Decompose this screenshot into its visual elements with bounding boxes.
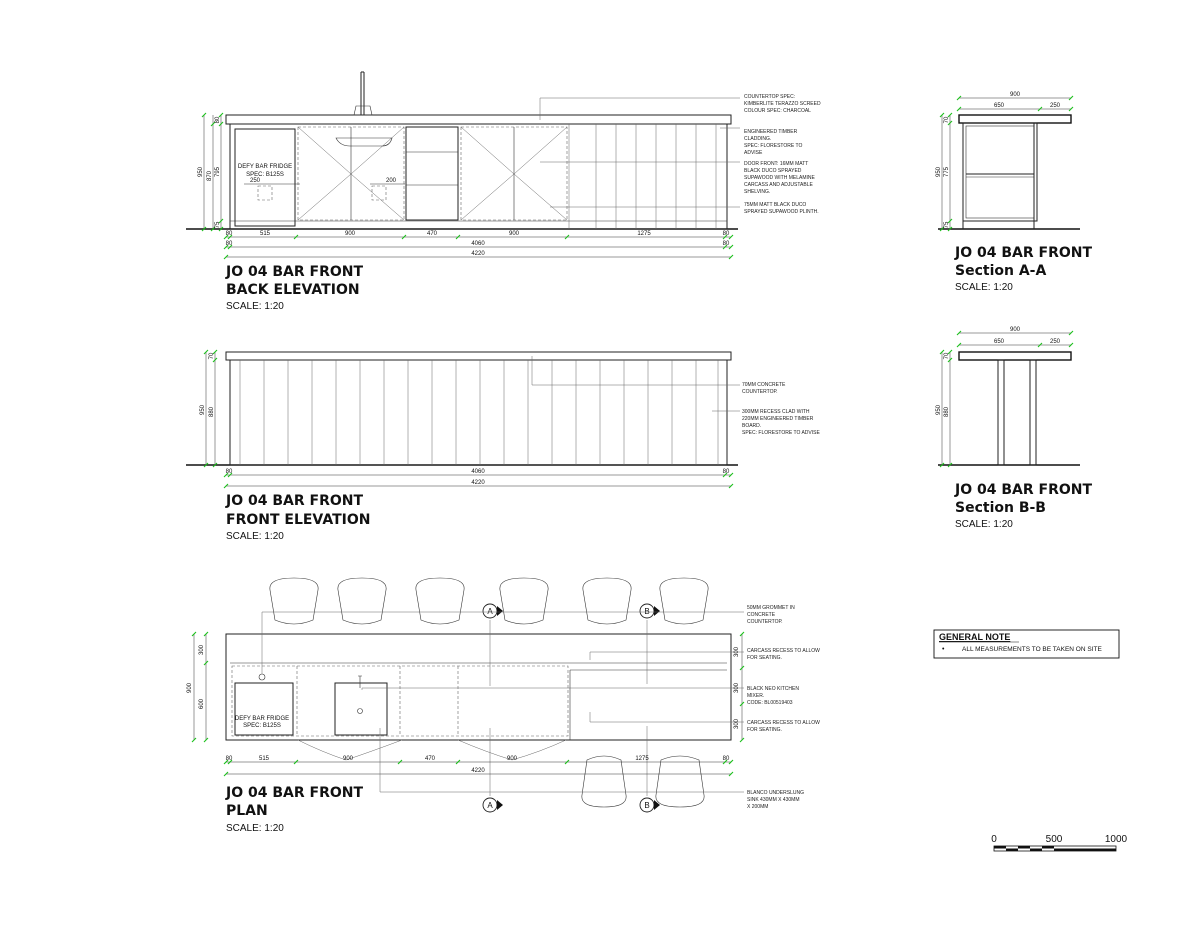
- dim-label: 250: [1049, 103, 1061, 109]
- dim-label: 900: [342, 756, 354, 762]
- dim-label: 4220: [471, 251, 485, 257]
- mixer-icon: [358, 676, 362, 688]
- grommet-icon: [259, 674, 265, 680]
- dim-label: 80: [225, 241, 233, 247]
- dim-label: 1275: [635, 756, 649, 762]
- dim-label: 650: [993, 339, 1005, 345]
- drawing-scale: SCALE: 1:20: [226, 301, 284, 312]
- chair-icon: [270, 578, 318, 624]
- section-a-a: [936, 92, 1092, 293]
- countertop: [226, 115, 731, 124]
- dim-250: 250: [250, 178, 261, 184]
- dim-label: 250: [1049, 339, 1061, 345]
- dim-label: 4060: [471, 241, 485, 247]
- dim-label: 75: [215, 221, 221, 229]
- note-carcass-recess-2: CARCASS RECESS TO ALLOW FOR SEATING.: [747, 720, 820, 733]
- dim-label: 870: [207, 170, 213, 182]
- dim-label: 80: [225, 756, 233, 762]
- dim-label: 900: [1009, 92, 1021, 98]
- dim-label: 775: [944, 166, 950, 178]
- drawing-title: JO 04 BAR FRONT: [226, 493, 364, 509]
- drawing-scale: SCALE: 1:20: [226, 531, 284, 542]
- countertop: [959, 352, 1071, 360]
- chair-icon: [416, 578, 464, 624]
- chair-icon: [500, 578, 548, 624]
- scale-bar: [991, 834, 1127, 851]
- chair-icon: [338, 578, 386, 624]
- dim-label: 80: [225, 469, 233, 475]
- dim-label: 600: [199, 698, 205, 710]
- dim-label: 80: [225, 231, 233, 237]
- note-recess-clad: 300MM RECESS CLAD WITH 220MM ENGINEERED TIMBER BOARD. SPEC: FLORESTORE TO ADVISE: [742, 409, 820, 436]
- dim-label: 4220: [471, 480, 485, 486]
- chair-icon: [582, 756, 626, 807]
- drawing-subtitle: BACK ELEVATION: [226, 282, 360, 298]
- fridge-spec: SPEC: B125S: [246, 172, 284, 178]
- dim-label: 300: [734, 682, 740, 694]
- note-mixer: BLACK NEO KITCHEN MIXER. CODE: BL00519403: [747, 686, 799, 706]
- dim-label: 515: [259, 231, 271, 237]
- back-elevation: [186, 72, 822, 312]
- note-plinth: 75MM MATT BLACK DUCO SPRAYED SUPAWOOD PLINTH.: [744, 202, 819, 215]
- general-note-text: ALL MEASUREMENTS TO BE TAKEN ON SITE: [962, 646, 1102, 653]
- front-elevation: [186, 350, 820, 542]
- general-note-box: [934, 630, 1119, 658]
- dim-label: 950: [936, 404, 942, 416]
- drawing-title: JO 04 BAR FRONT: [955, 482, 1093, 498]
- dim-label: 70: [944, 116, 950, 124]
- general-note-heading: GENERAL NOTE: [939, 632, 1011, 642]
- panel: [1030, 360, 1036, 465]
- general-note-bullet: •: [942, 646, 945, 653]
- drawing-subtitle: Section B-B: [955, 500, 1046, 516]
- tap-icon: [361, 72, 364, 115]
- drawing-title: JO 04 BAR FRONT: [226, 264, 364, 280]
- note-carcass-recess: CARCASS RECESS TO ALLOW FOR SEATING.: [747, 648, 820, 661]
- carcass: [963, 123, 1037, 221]
- dim-label: 900: [187, 682, 193, 694]
- chair-icon: [660, 578, 708, 624]
- panel: [998, 360, 1004, 465]
- note-countertop: COUNTERTOP SPEC: KIMBERLITE TERAZZO SCREED COLOUR SPEC: CHARCOAL: [744, 94, 821, 114]
- dim-label: 900: [506, 756, 518, 762]
- bar-body: [230, 360, 727, 465]
- dim-label: 515: [258, 756, 270, 762]
- section-marker-b-label: B: [644, 607, 650, 616]
- drawing-subtitle: FRONT ELEVATION: [226, 512, 371, 528]
- fridge-spec: SPEC: B125S: [243, 723, 281, 729]
- dim-label: 795: [215, 166, 221, 178]
- dim-label: 75: [944, 221, 950, 229]
- dim-label: 880: [944, 406, 950, 418]
- drawing-title: JO 04 BAR FRONT: [226, 785, 364, 801]
- note-concrete-countertop: 70MM CONCRETE COUNTERTOP.: [742, 382, 786, 395]
- bar-body: [230, 124, 727, 229]
- note-sink: BLANCO UNDERSLUNG SINK 430MM X 430MM X 200MM: [747, 790, 804, 810]
- dim-label: 900: [508, 231, 520, 237]
- plan-view: [187, 578, 821, 834]
- countertop: [226, 352, 731, 360]
- dim-label: 900: [344, 231, 356, 237]
- dim-label: 80: [722, 231, 730, 237]
- note-grommet: 50MM GROMMET IN CONCRETE COUNTERTOP.: [747, 605, 795, 625]
- scale-label: 500: [1045, 834, 1063, 845]
- dim-label: 950: [200, 404, 206, 416]
- note-cladding: ENGINEERED TIMBER CLADDING. SPEC: FLORESTORE TO ADVISE: [744, 129, 803, 156]
- dim-label: 880: [209, 406, 215, 418]
- section-marker-a-label: A: [487, 607, 493, 616]
- dim-label: 4060: [471, 469, 485, 475]
- fridge-label: DEFY BAR FRIDGE: [234, 716, 290, 722]
- open-shelving: [406, 127, 458, 220]
- dim-label: 950: [936, 166, 942, 178]
- dim-label: 80: [722, 241, 730, 247]
- dim-label: 300: [199, 644, 205, 656]
- section-marker-b-label: B: [644, 801, 650, 810]
- chair-icon: [656, 756, 704, 807]
- section-marker-a-label: A: [487, 801, 493, 810]
- chair-icon: [583, 578, 631, 624]
- scale-label: 0: [991, 834, 997, 845]
- dim-label: 80: [722, 756, 730, 762]
- bar-plan-outline: [226, 634, 731, 740]
- drain-icon: [358, 709, 363, 714]
- drawing-subtitle: PLAN: [226, 803, 268, 819]
- section-b-b: [936, 327, 1092, 530]
- drawing-scale: SCALE: 1:20: [955, 519, 1013, 530]
- note-door-front: DOOR FRONT: 16MM MATT BLACK DUCO SPRAYED SUPAWOOD WITH MELAMINE CARCASS AND ADJUSTABLE SHELVING.: [744, 161, 815, 195]
- dim-label: 80: [215, 116, 221, 124]
- scale-label: 1000: [1104, 834, 1128, 845]
- drawing-scale: SCALE: 1:20: [226, 823, 284, 834]
- dim-200: 200: [386, 178, 397, 184]
- dim-label: 70: [209, 352, 215, 360]
- dim-label: 470: [426, 231, 438, 237]
- dim-label: 470: [424, 756, 436, 762]
- drawing-scale: SCALE: 1:20: [955, 282, 1013, 293]
- drawing-subtitle: Section A-A: [955, 263, 1047, 279]
- dim-label: 300: [734, 718, 740, 730]
- dim-label: 650: [993, 103, 1005, 109]
- dim-label: 950: [198, 166, 204, 178]
- dim-label: 80: [722, 469, 730, 475]
- dim-label: 1275: [637, 231, 651, 237]
- drawing-title: JO 04 BAR FRONT: [955, 245, 1093, 261]
- dim-label: 70: [944, 352, 950, 360]
- countertop: [959, 115, 1071, 123]
- dim-label: 900: [1009, 327, 1021, 333]
- dim-label: 300: [734, 646, 740, 658]
- dim-label: 4220: [471, 768, 485, 774]
- fridge-label: DEFY BAR FRIDGE: [237, 164, 293, 170]
